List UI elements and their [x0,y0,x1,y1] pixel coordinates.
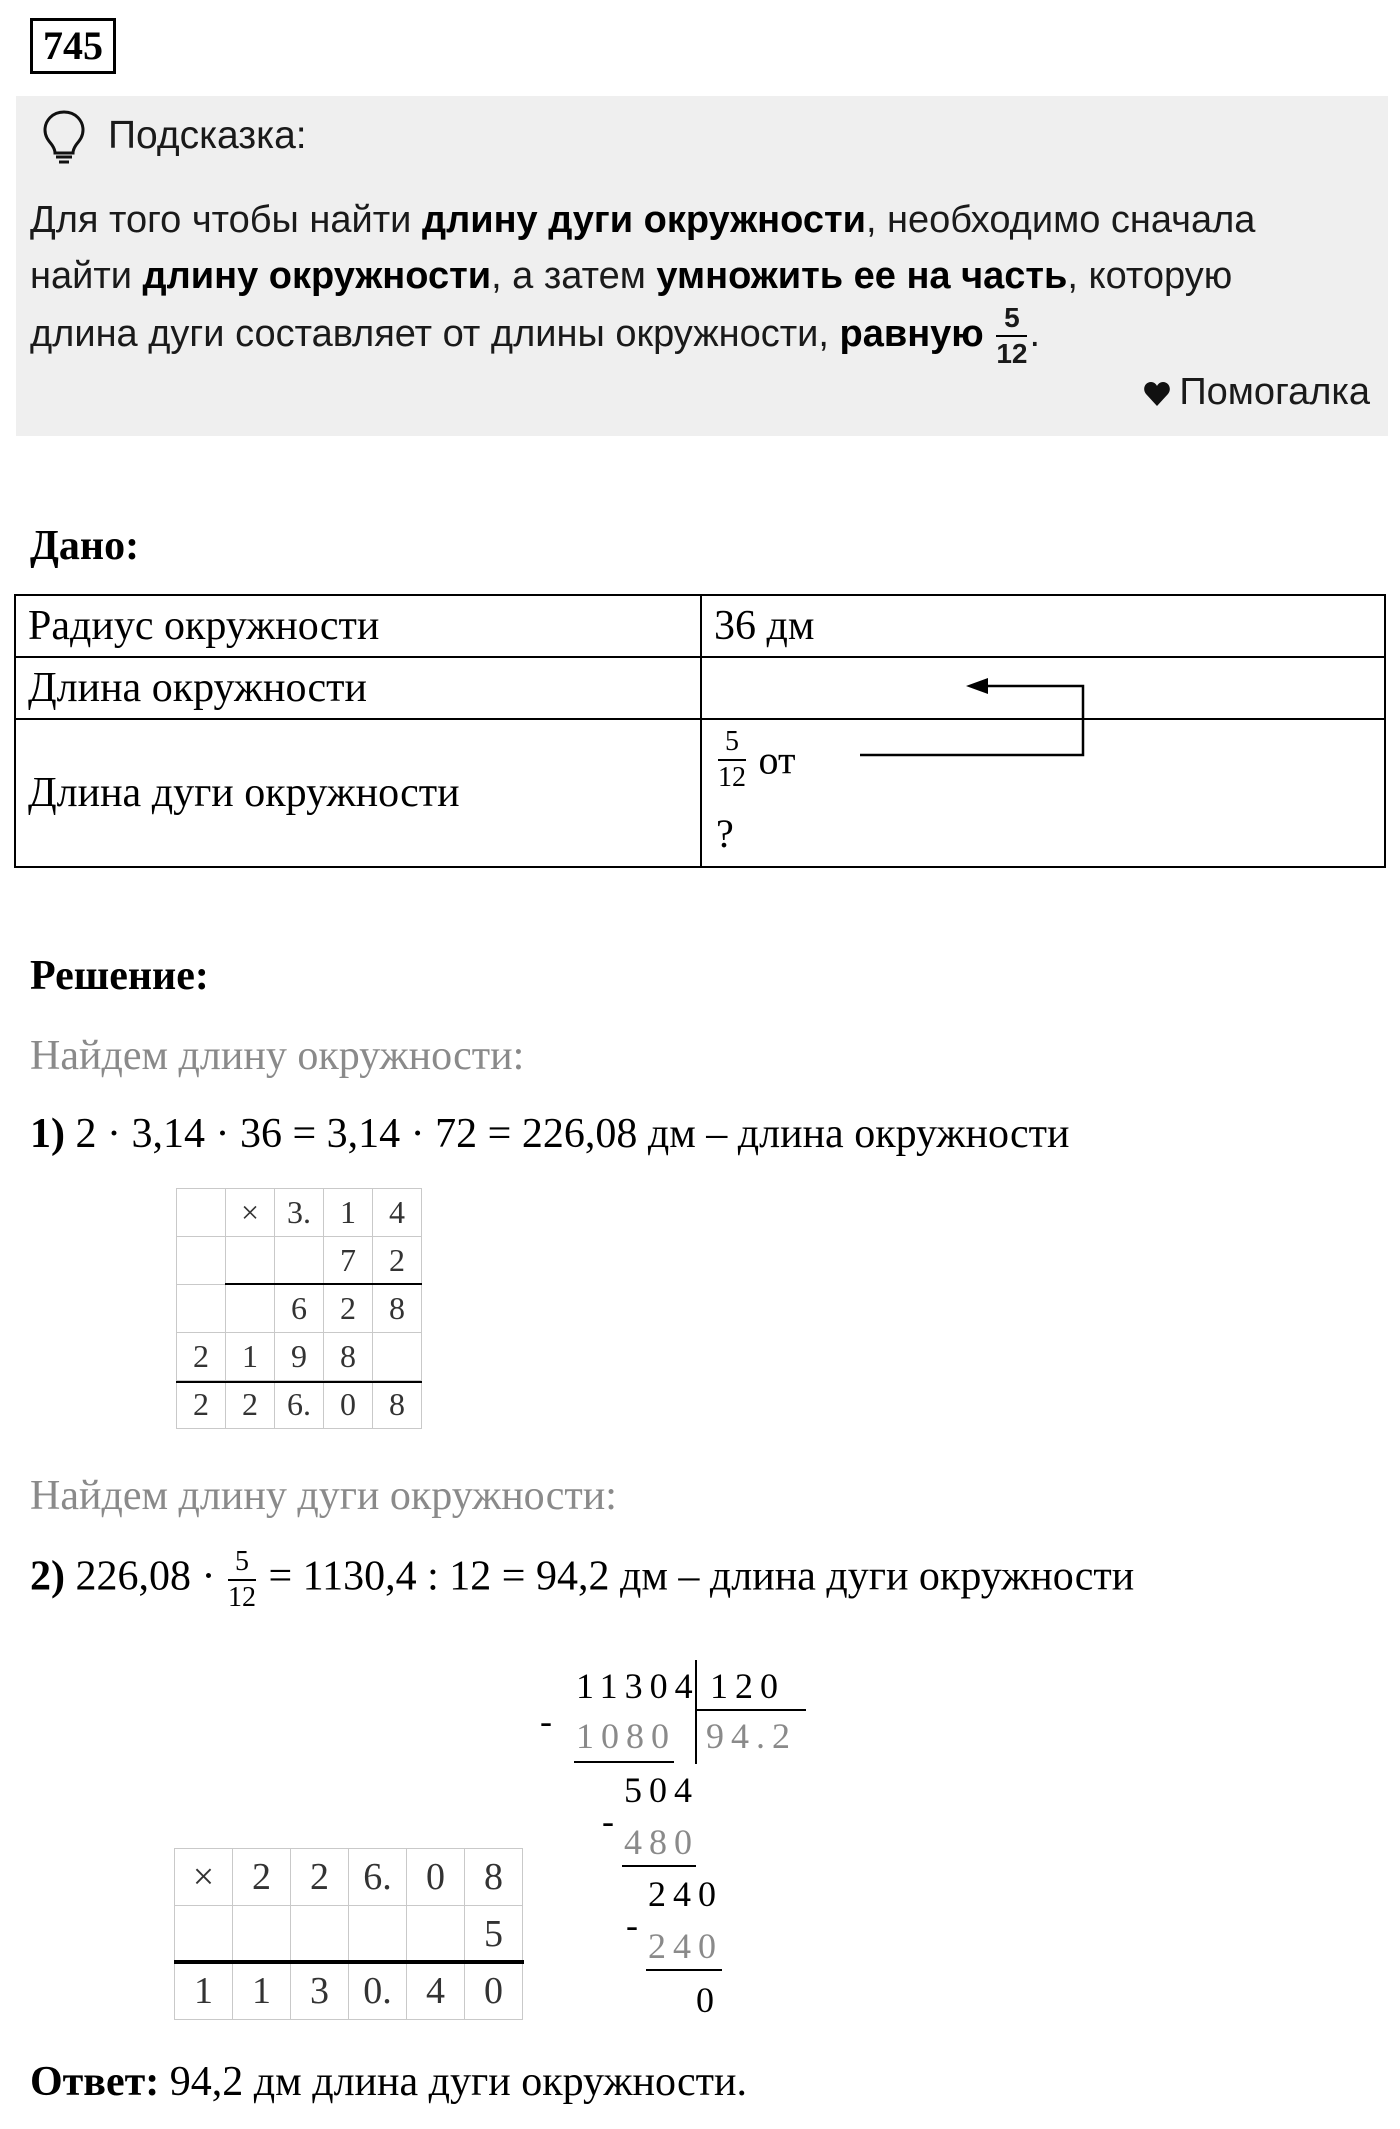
grid-cell: 0 [407,1849,465,1906]
grid-cell: × [175,1849,233,1906]
grid-cell: 0. [349,1963,407,2020]
brand-label: Помогалка [1143,368,1370,416]
exercise-number: 745 [30,18,116,74]
step1-note: Найдем длину окружности: [30,1033,525,1079]
grid-cell: 0 [324,1381,373,1429]
grid-cell: 2 [177,1333,226,1381]
grid-cell: 1 [233,1963,291,2020]
grid-cell: × [226,1189,275,1237]
grid-cell: 4 [407,1963,465,2020]
grid-cell: 7 [324,1237,373,1285]
grid-cell: 2 [324,1285,373,1333]
given-value: 36 дм [701,595,1385,657]
step2-equation: 2) 226,08 · $\frac{5}{12}$ = 1130,4 : 12 = 94,2 дм – длина дуги окружности [30,1546,1135,1613]
quotient: 94.2 [706,1716,797,1756]
minus-sign: - [602,1801,614,1841]
grid-cell: 0 [465,1963,523,2020]
grid-cell: 8 [465,1849,523,1906]
grid-cell: 2 [233,1849,291,1906]
grid-cell: 2 [291,1849,349,1906]
divisor: 120 [710,1666,785,1706]
grid-cell: 4 [373,1189,422,1237]
long-division [540,1660,840,2020]
grid-cell: 8 [373,1381,422,1429]
grid-cell: 1 [175,1963,233,2020]
multiplication-lines-2 [174,1848,534,2028]
grid-cell: 6. [275,1381,324,1429]
subtrahend-2: 480 [624,1822,699,1862]
grid-cell: 2 [373,1237,422,1285]
minus-sign: - [626,1905,638,1945]
solution-heading: Решение: [30,953,209,999]
question-mark: ? [716,811,734,856]
given-value: $\frac{5}{12}$ от ? [701,719,1385,867]
subtrahend-1: 1080 [576,1716,676,1756]
grid-cell: 6 [275,1285,324,1333]
final-remainder: 0 [696,1980,721,2020]
step2-fraction: $\frac{5}{12}$ [228,1546,256,1613]
given-fraction: $\frac{5}{12}$ [718,726,746,793]
minus-sign: - [540,1701,552,1741]
step1-equation: 1) 2 · 3,14 · 36 = 3,14 · 72 = 226,08 дм – длина окружности [30,1111,1070,1157]
hint-fraction: $\frac{5}{12}$ [996,302,1028,369]
grid-cell: 6. [349,1849,407,1906]
given-label: Радиус окружности [15,595,701,657]
grid-cell: 8 [373,1285,422,1333]
grid-cell: 1 [324,1189,373,1237]
multiplication-lines-1 [176,1188,426,1438]
grid-cell: 9 [275,1333,324,1381]
given-label: Длина дуги окружности [15,719,701,867]
grid-cell: 1 [226,1333,275,1381]
grid-cell: 3. [275,1189,324,1237]
given-heading: Дано: [30,523,140,569]
answer: Ответ: 94,2 дм длина дуги окружности. [30,2059,748,2105]
given-label: Длина окружности [15,657,701,719]
remainder-1: 504 [624,1770,699,1810]
grid-cell: 5 [465,1906,523,1963]
arrow-connector [0,0,1400,800]
hint-text: Для того чтобы найти длину дуги окружности, необходимо сначала найти длину окружности, а затем умножить ее на часть, которую длина дуги составляет от длины окружности, равную $\frac{5}{12}$ . [30,199,1256,369]
dividend: 11304 [576,1666,700,1706]
hint-title: Подсказка: [108,114,307,157]
step2-note: Найдем длину дуги окружности: [30,1473,617,1519]
grid-cell: 3 [291,1963,349,2020]
grid-cell: 8 [324,1333,373,1381]
remainder-2: 240 [648,1874,723,1914]
grid-cell: 2 [226,1381,275,1429]
subtrahend-3: 240 [648,1926,723,1966]
division-lines [540,1660,840,2020]
grid-cell: 2 [177,1381,226,1429]
